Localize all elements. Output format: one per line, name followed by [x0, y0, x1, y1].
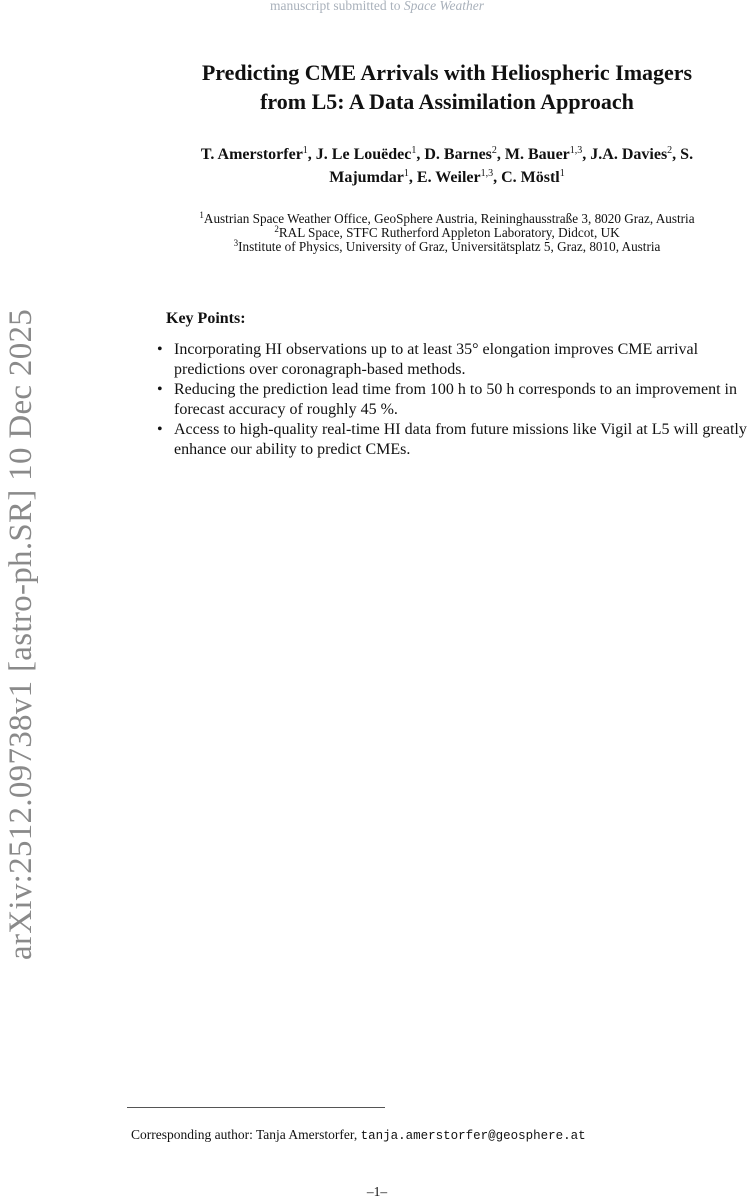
- footnote-rule: [127, 1107, 385, 1108]
- key-point-text: Incorporating HI observations up to at least 35° elongation improves CME arrival predictions over coronagraph-based methods.: [174, 341, 699, 378]
- author-affiliation: 1: [403, 168, 409, 179]
- title-line-2: from L5: A Data Assimilation Approach: [260, 89, 634, 114]
- author-line-1: T. Amerstorfer$^1$, J. Le Louëdec$^1$, D. Barnes$^2$, M. Bauer$^{1,3}$, J.A. Davies$^2$, S.: [200, 145, 694, 163]
- author: J.A. Davies: [590, 146, 668, 163]
- author: T. Amerstorfer: [200, 146, 303, 163]
- author-list: [140, 143, 754, 189]
- key-point-text: Access to high-quality real-time HI data from future missions like Vigil at L5 will greatly enhance our ability to predict CMEs.: [174, 421, 747, 458]
- key-points-list: [157, 340, 754, 460]
- page-number: –1–: [366, 1184, 388, 1199]
- author-line-2: Majumdar$^1$, E. Weiler$^{1,3}$, C. Möstl$^1$: [329, 168, 565, 186]
- author: D. Barnes: [424, 146, 492, 163]
- title-line-1: Predicting CME Arrivals with Heliospheric Imagers: [201, 60, 693, 85]
- author-affiliation: 2: [667, 145, 673, 156]
- affiliation: [140, 212, 754, 226]
- footnote-label: Corresponding author: Tanja Amerstorfer,: [131, 1127, 361, 1142]
- author-affiliation: 1: [411, 145, 417, 156]
- affiliation-number: 3: [233, 238, 239, 248]
- corresponding-author-footnote: [131, 1127, 586, 1143]
- author-affiliation: 1,3: [569, 145, 583, 156]
- affiliation-number: 1: [199, 210, 204, 220]
- author-affiliation: 1,3: [480, 168, 494, 179]
- affiliation-number: 2: [274, 224, 279, 234]
- bullet-icon: •: [157, 341, 163, 358]
- affiliation: [140, 226, 754, 240]
- key-point-text: Reducing the prediction lead time from 100 h to 50 h corresponds to an improvement in forecast accuracy of roughly 45 %.: [174, 381, 737, 418]
- author-email-link[interactable]: tanja.amerstorfer@geosphere.at: [360, 1129, 586, 1143]
- bullet-icon: •: [157, 381, 163, 398]
- author-affiliation: 2: [491, 145, 497, 156]
- key-point: [157, 380, 754, 420]
- bullet-icon: •: [157, 421, 163, 438]
- affiliation: [140, 240, 754, 254]
- affiliation-text: RAL Space, STFC Rutherford Appleton Laboratory, Didcot, UK: [278, 225, 620, 240]
- affiliation-text: Institute of Physics, University of Graz, Universitätsplatz 5, Graz, 8010, Austria: [238, 239, 661, 254]
- author-affiliation: 1: [302, 145, 308, 156]
- key-point: [157, 340, 754, 380]
- running-header: [0, 0, 754, 14]
- affiliation-list: [140, 212, 754, 254]
- affiliation-text: Austrian Space Weather Office, GeoSphere Austria, Reininghausstraße 3, 8020 Graz, Austria: [203, 211, 695, 226]
- arxiv-stamp: arXiv:2512.09738v1 [astro-ph.SR] 10 Dec 2025: [3, 308, 39, 960]
- paper-title: [140, 58, 754, 116]
- author: E. Weiler: [416, 169, 481, 186]
- header-prefix: manuscript submitted to: [270, 0, 404, 13]
- journal-name: Space Weather: [403, 0, 484, 13]
- key-points-heading: Key Points:: [166, 310, 246, 327]
- author: J. Le Louëdec: [315, 146, 412, 163]
- author: M. Bauer: [504, 146, 570, 163]
- author: C. Möstl: [501, 169, 560, 186]
- author-affiliation: 1: [559, 168, 565, 179]
- key-point: [157, 420, 754, 460]
